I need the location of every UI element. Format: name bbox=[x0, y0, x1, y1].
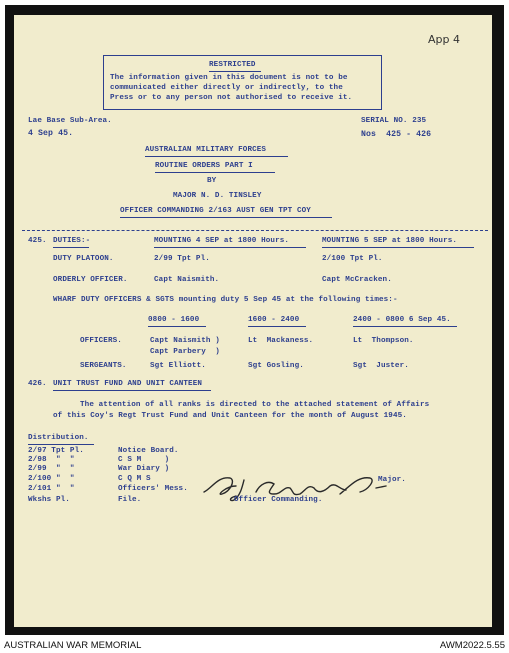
underline bbox=[353, 326, 457, 327]
underline bbox=[155, 172, 275, 173]
wharf-duty-line: WHARF DUTY OFFICERS & SGTS mounting duty 5 Sep 45 at the following times:- bbox=[53, 296, 398, 304]
orderly-officer-5: Capt McCracken. bbox=[322, 276, 392, 284]
underline bbox=[248, 326, 306, 327]
distribution-left-item: 2/97 Tpt Pl. bbox=[28, 447, 84, 455]
distribution-right-item: War Diary ) bbox=[118, 465, 170, 473]
restricted-line: communicated either directly or indirectly, to the bbox=[110, 84, 343, 92]
location: Lae Base Sub-Area. bbox=[28, 117, 112, 125]
order-numbers: Nos 425 - 426 bbox=[361, 130, 432, 139]
orderly-officer-4: Capt Naismith. bbox=[154, 276, 220, 284]
major-name: MAJOR N. D. TINSLEY bbox=[173, 192, 262, 200]
caption-source: AUSTRALIAN WAR MEMORIAL bbox=[4, 640, 142, 651]
time-slot-3: 2400 - 0800 6 Sep 45. bbox=[353, 316, 451, 324]
distribution-left-item: 2/100 " " bbox=[28, 475, 75, 483]
trust-text: of this Coy's Regt Trust Fund and Unit Canteen for the month of August 1945. bbox=[53, 412, 407, 420]
sergeant-slot-2: Sgt Gosling. bbox=[248, 362, 304, 370]
officer-slot-2: Lt Mackaness. bbox=[248, 337, 314, 345]
officer-slot-1b: Capt Parbery ) bbox=[150, 348, 220, 356]
sergeant-slot-1: Sgt Elliott. bbox=[150, 362, 206, 370]
distribution-left-item: 2/98 " " bbox=[28, 456, 75, 464]
caption-accession: AWM2022.5.55 bbox=[439, 640, 505, 651]
distribution-right-item: C Q M S bbox=[118, 475, 151, 483]
officers-label: OFFICERS. bbox=[80, 337, 122, 345]
distribution-left-item: 2/99 " " bbox=[28, 465, 75, 473]
mounting-5-heading: MOUNTING 5 SEP at 1800 Hours. bbox=[322, 237, 458, 245]
signature-rank: Major. bbox=[378, 476, 406, 484]
underline bbox=[154, 247, 306, 248]
time-slot-1: 0800 - 1600 bbox=[148, 316, 200, 324]
underline bbox=[53, 247, 89, 248]
forces-title: AUSTRALIAN MILITARY FORCES bbox=[145, 146, 267, 154]
underline bbox=[322, 247, 474, 248]
serial-number: SERIAL NO. 235 bbox=[361, 117, 427, 125]
underline bbox=[28, 444, 94, 445]
orderly-officer-label: ORDERLY OFFICER. bbox=[53, 276, 128, 284]
underline bbox=[53, 390, 211, 391]
duties-number: 425. bbox=[28, 237, 47, 245]
sergeant-slot-3: Sgt Juster. bbox=[353, 362, 409, 370]
restricted-line: The information given in this document is not to be bbox=[110, 74, 348, 82]
duties-label: DUTIES:- bbox=[53, 237, 91, 245]
duty-platoon-4: 2/99 Tpt Pl. bbox=[154, 255, 210, 263]
underline bbox=[145, 156, 288, 157]
officer-slot-3: Lt Thompson. bbox=[353, 337, 414, 345]
sergeants-label: SERGEANTS. bbox=[80, 362, 127, 370]
by-label: BY bbox=[207, 177, 217, 185]
date: 4 Sep 45. bbox=[28, 129, 74, 138]
officer-commanding: OFFICER COMMANDING 2/163 AUST GEN TPT COY bbox=[120, 207, 311, 215]
restricted-line: Press or to any person not authorised to receive it. bbox=[110, 94, 353, 102]
handwritten-annotation: App 4 bbox=[428, 33, 460, 46]
distribution-right-item: Officers' Mess. bbox=[118, 485, 188, 493]
duty-platoon-5: 2/100 Tpt Pl. bbox=[322, 255, 383, 263]
underline bbox=[120, 217, 332, 218]
time-slot-2: 1600 - 2400 bbox=[248, 316, 300, 324]
officer-slot-1: Capt Naismith ) bbox=[150, 337, 220, 345]
orders-title: ROUTINE ORDERS PART I bbox=[155, 162, 253, 170]
trust-title: UNIT TRUST FUND AND UNIT CANTEEN bbox=[53, 380, 203, 388]
trust-text: The attention of all ranks is directed to the attached statement of Affairs bbox=[80, 401, 430, 409]
distribution-right-item: C S M ) bbox=[118, 456, 170, 464]
signature-title: Officer Commanding. bbox=[234, 496, 323, 504]
underline bbox=[209, 71, 261, 72]
distribution-right-item: Notice Board. bbox=[118, 447, 179, 455]
distribution-left-item: 2/101 " " bbox=[28, 485, 75, 493]
restricted-heading: RESTRICTED bbox=[209, 61, 256, 69]
section-divider bbox=[22, 230, 488, 231]
trust-number: 426. bbox=[28, 380, 47, 388]
duty-platoon-label: DUTY PLATOON. bbox=[53, 255, 114, 263]
distribution-heading: Distribution. bbox=[28, 434, 89, 442]
distribution-right-item: File. bbox=[118, 496, 142, 504]
underline bbox=[148, 326, 206, 327]
mounting-4-heading: MOUNTING 4 SEP at 1800 Hours. bbox=[154, 237, 290, 245]
distribution-left-item: Wkshs Pl. bbox=[28, 496, 70, 504]
